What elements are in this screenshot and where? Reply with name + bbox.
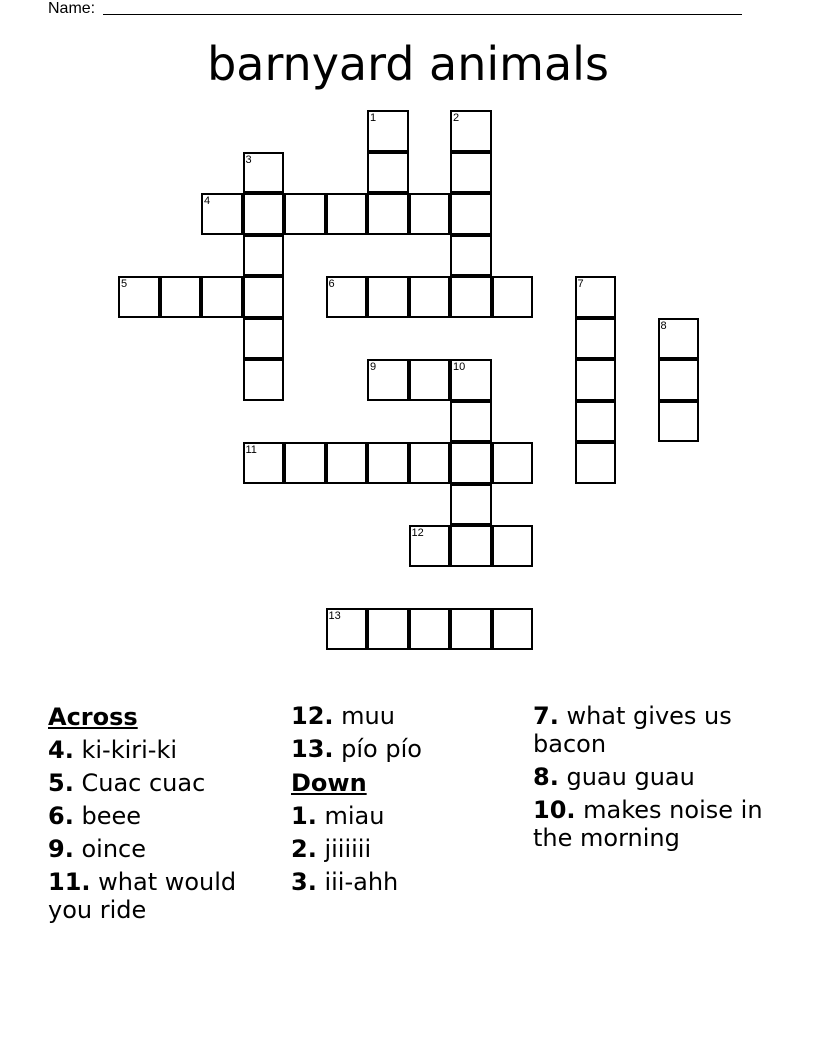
- cell-number: 11: [245, 444, 257, 456]
- cell-number: 8: [660, 319, 667, 332]
- grid-cell[interactable]: [450, 525, 492, 567]
- grid-cell[interactable]: [492, 608, 534, 650]
- clue-across-11: 11. what would you ride: [48, 868, 237, 924]
- grid-cell[interactable]: [450, 276, 492, 318]
- cell-number: 9: [370, 361, 377, 373]
- grid-cell[interactable]: [575, 401, 617, 443]
- cell-number: 12: [411, 527, 424, 539]
- puzzle-title: barnyard animals: [207, 37, 609, 91]
- grid-cell[interactable]: [492, 442, 534, 484]
- cell-number: 4: [204, 195, 211, 207]
- grid-cell[interactable]: [450, 110, 492, 152]
- clue-across-5: 5. Cuac cuac: [48, 769, 206, 797]
- grid-cell[interactable]: [326, 193, 368, 235]
- grid-cell[interactable]: [243, 193, 285, 235]
- grid-cell[interactable]: [658, 318, 700, 360]
- grid-cell[interactable]: [575, 276, 617, 318]
- grid-cell[interactable]: [367, 442, 409, 484]
- clue-column-1: [48, 702, 278, 929]
- clue-down-7: 7. what gives us bacon: [533, 702, 732, 758]
- grid-cell[interactable]: [243, 276, 285, 318]
- grid-cell[interactable]: [492, 525, 534, 567]
- clue-down-8: 8. guau guau: [533, 763, 695, 791]
- grid-cell[interactable]: [450, 235, 492, 277]
- grid-cell[interactable]: [409, 276, 451, 318]
- clue-column-3: [533, 702, 773, 857]
- grid-cell[interactable]: [201, 276, 243, 318]
- grid-cell[interactable]: [160, 276, 202, 318]
- clue-down-3: 3. iii-ahh: [291, 868, 399, 896]
- grid-cell[interactable]: [450, 152, 492, 194]
- grid-cell[interactable]: [284, 193, 326, 235]
- grid-cell[interactable]: [575, 442, 617, 484]
- grid-cell[interactable]: [409, 608, 451, 650]
- clue-down-1: 1. miau: [291, 802, 385, 830]
- grid-cell[interactable]: [450, 359, 492, 401]
- clue-across-13: 13. pío pío: [291, 735, 422, 763]
- grid-cell[interactable]: [243, 442, 285, 484]
- grid-cell[interactable]: [326, 608, 368, 650]
- clues-section: [0, 702, 816, 962]
- grid-cell[interactable]: [575, 359, 617, 401]
- grid-cell[interactable]: [326, 276, 368, 318]
- grid-cell[interactable]: [367, 608, 409, 650]
- cell-number: 3: [245, 153, 252, 166]
- grid-cell[interactable]: [243, 318, 285, 360]
- clue-across-4: 4. ki-kiri-ki: [48, 736, 178, 764]
- down-heading: Down: [291, 769, 367, 797]
- clue-column-2: [291, 702, 521, 901]
- grid-cell[interactable]: [201, 193, 243, 235]
- grid-cell[interactable]: [450, 193, 492, 235]
- grid-cell[interactable]: [284, 442, 326, 484]
- cell-number: 7: [577, 278, 584, 290]
- name-label: Name:: [48, 0, 96, 17]
- grid-cell[interactable]: [450, 608, 492, 650]
- clue-across-12: 12. muu: [291, 702, 395, 730]
- grid-cell[interactable]: [409, 442, 451, 484]
- grid-cell[interactable]: [243, 152, 285, 194]
- cell-number: 5: [121, 278, 128, 290]
- grid-cell[interactable]: [118, 276, 160, 318]
- grid-cell[interactable]: [575, 318, 617, 360]
- cell-number: 6: [328, 278, 335, 290]
- grid-cell[interactable]: [243, 359, 285, 401]
- clue-down-2: 2. jiiiiii: [291, 835, 372, 863]
- grid-cell[interactable]: [409, 525, 451, 567]
- grid-cell[interactable]: [367, 276, 409, 318]
- grid-cell[interactable]: [367, 152, 409, 194]
- grid-cell[interactable]: [658, 401, 700, 443]
- grid-cell[interactable]: [243, 235, 285, 277]
- grid-cell[interactable]: [367, 110, 409, 152]
- grid-cell[interactable]: [450, 442, 492, 484]
- across-heading: Across: [48, 703, 138, 731]
- cell-number: 1: [370, 112, 377, 124]
- grid-cell[interactable]: [450, 401, 492, 443]
- clue-across-9: 9. oince: [48, 835, 146, 863]
- clue-across-6: 6. beee: [48, 802, 141, 830]
- grid-cell[interactable]: [326, 442, 368, 484]
- grid-cell[interactable]: [367, 193, 409, 235]
- grid-cell[interactable]: [450, 484, 492, 526]
- grid-cell[interactable]: [658, 359, 700, 401]
- grid-cell[interactable]: [367, 359, 409, 401]
- grid-cell[interactable]: [409, 193, 451, 235]
- cell-number: 13: [328, 610, 341, 622]
- cell-number: 10: [453, 361, 466, 373]
- grid-cell[interactable]: [492, 276, 534, 318]
- clue-down-10: 10. makes noise in the morning: [533, 796, 763, 852]
- cell-number: 2: [453, 112, 460, 124]
- grid-cell[interactable]: [409, 359, 451, 401]
